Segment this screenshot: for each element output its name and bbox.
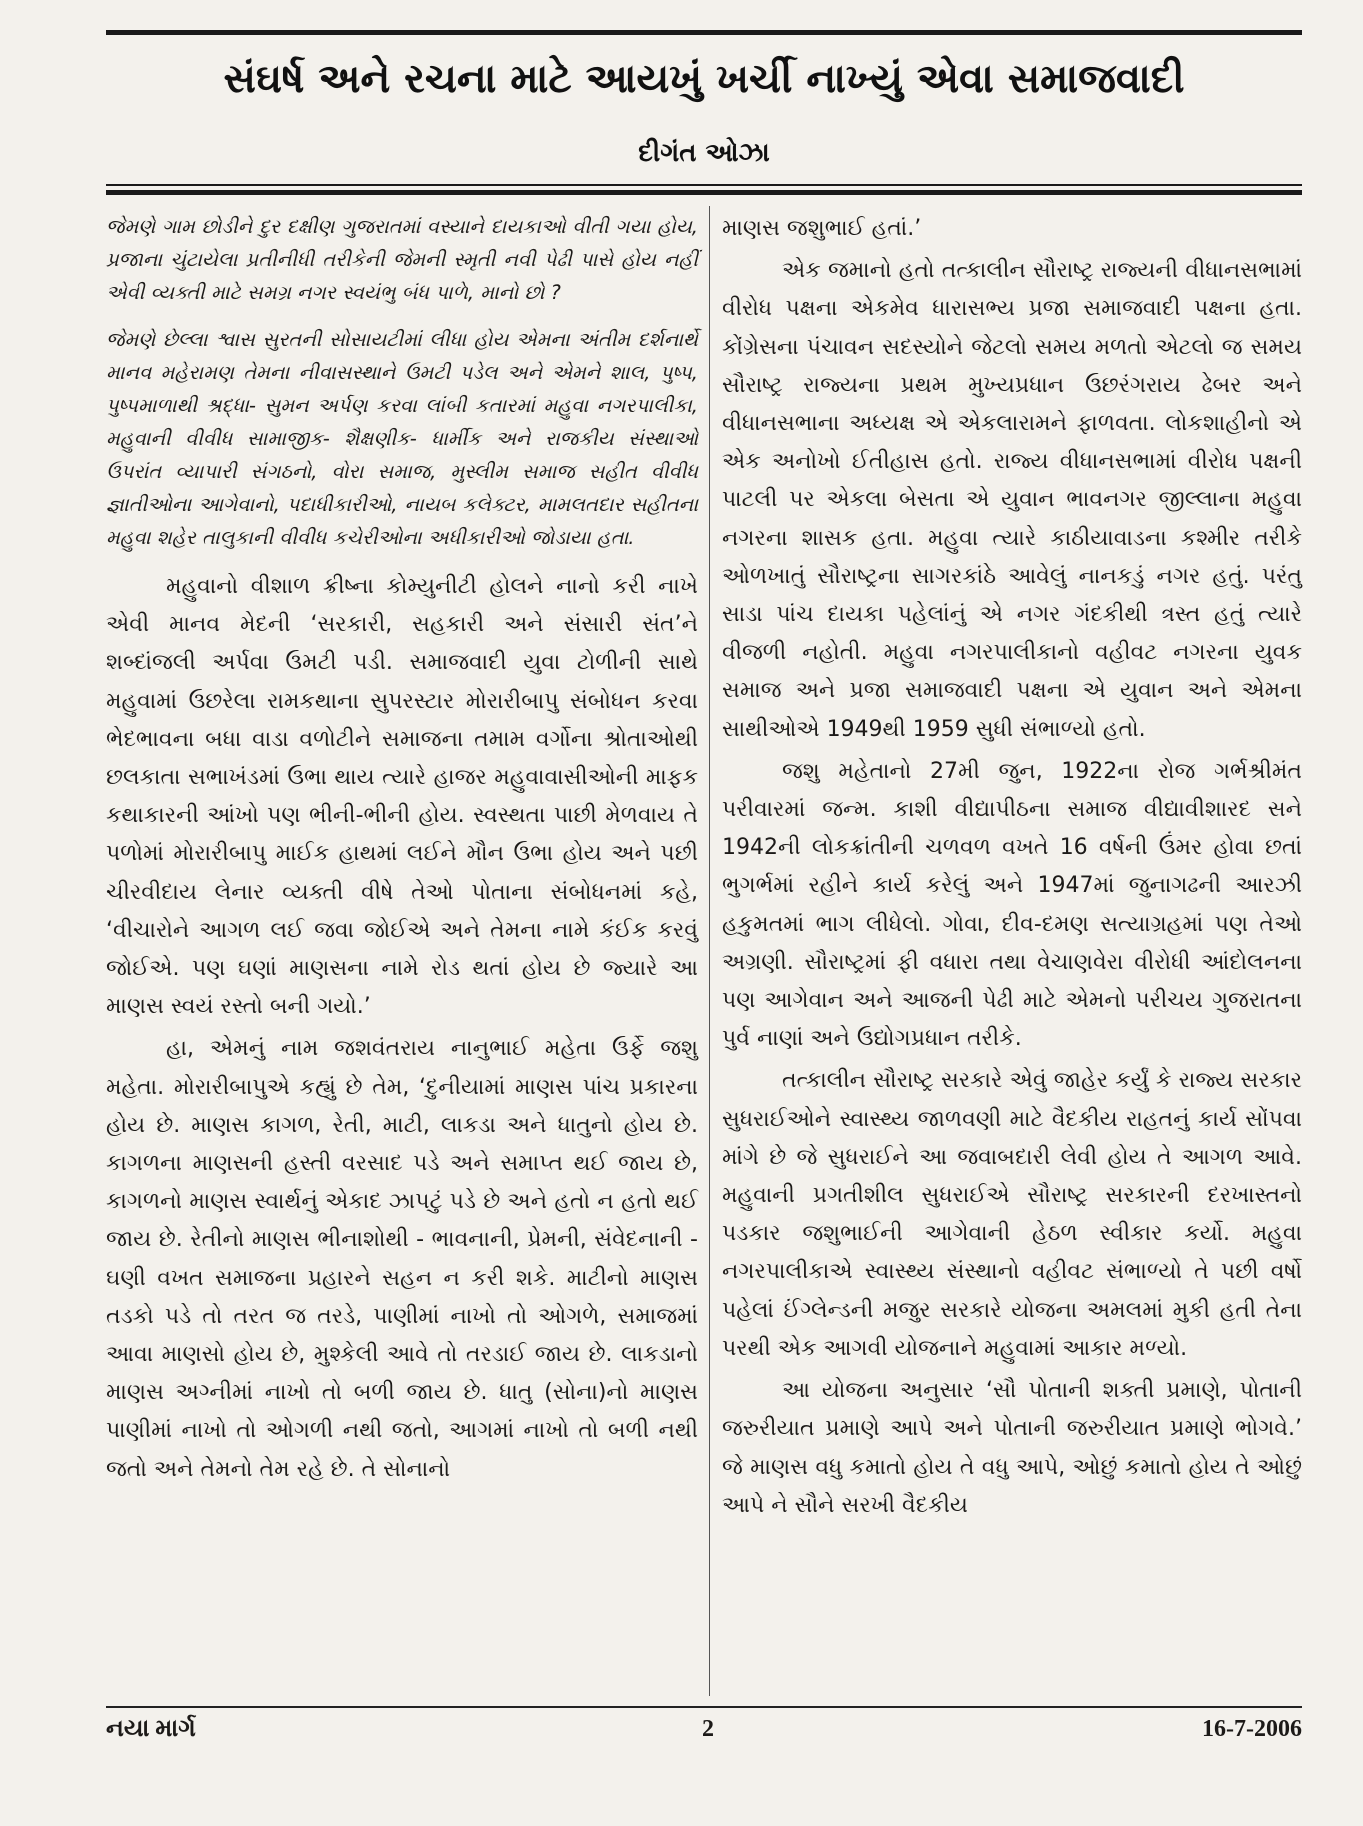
intro-section (106, 210, 698, 554)
page-number: 2 (702, 1716, 714, 1742)
article-title: સંઘર્ષ અને રચના માટે આયખું ખર્ચી નાખ્યું એવા સમાજવાદી (223, 56, 1185, 102)
body-paragraph: એક જમાનો હતો તત્કાલીન સૌરાષ્ટ્ર રાજ્યની વીધાનસભામાં વીરોધ પક્ષના એકમેવ ધારાસભ્ય પ્રજા સમાજવાદી પક્ષના હતા. કોંગ્રેસના પંચાવન સદસ્યોને જેટલો સમય મળતો એટલો જ સમય સૌરાષ્ટ્ર રાજ્યના પ્રથમ મુખ્યપ્રધાન ઉછરંગરાય ઢેબર અને વીધાનસભાના અધ્યક્ષ એ એકલારામને ફાળવતા. લોકશાહીનો એ એક અનોખો ઈતીહાસ હતો. રાજ્ય વીધાનસભામાં વીરોધ પક્ષની પાટલી પર એકલા બેસતા એ યુવાન ભાવનગર જીલ્લાના મહુવા નગરના શાસક હતા. મહુવા ત્યારે કાઠીયાવાડના કશ્મીર તરીકે ઓળખાતું સૌરાષ્ટ્રના સાગરકાંઠે આવેલું નાનકડું નગર હતું. પરંતુ સાડા પાંચ દાયકા પહેલાંનું એ નગર ગંદકીથી ત્રસ્ત હતું ત્યારે વીજળી નહોતી. મહુવા નગરપાલીકાનો વહીવટ નગરના યુવક સમાજ અને પ્રજા સમાજવાદી પક્ષના એ યુવાન અને એમના સાથીઓએ 1949થી 1959 સુધી સંભાળ્યો હતો. (722, 258, 1302, 742)
top-rule (106, 30, 1302, 35)
body-paragraph: માણસ જશુભાઈ હતાં.’ (722, 216, 922, 241)
intro-paragraph: જેમણે છેલ્લા શ્વાસ સુરતની સોસાયટીમાં લીધા હોય એમના અંતીમ દર્શનાર્થે માનવ મહેરામણ તેમના નીવાસસ્થાને ઉમટી પડેલ અને એમને શાલ, પુષ્પ, પુષ્પમાળાથી શ્રદ્ધા- સુમન અર્પણ કરવા લાંબી કતારમાં મહુવા નગરપાલીકા, મહુવાની વીવીધ સામાજીક- શૈક્ષણીક- ધાર્મીક અને રાજકીય સંસ્થાઓ ઉપરાંત વ્યાપારી સંગઠનો, વોરા સમાજ, મુસ્લીમ સમાજ સહીત વીવીધ જ્ઞાતીઓના આગેવાનો, પદાધીકારીઓ, નાયબ કલેક્ટર, મામલતદાર સહીતના મહુવા શહેર તાલુકાની વીવીધ કચેરીઓના અધીકારીઓ જોડાયા હતા. (106, 328, 698, 549)
article-author: દીગંત ઓઝા (638, 138, 770, 168)
header-rule-thick (106, 190, 1302, 195)
intro-paragraph: જેમણે ગામ છોડીને દુર દક્ષીણ ગુજરાતમાં વસ્યાને દાયકાઓ વીતી ગયા હોય, પ્રજાના ચુંટાયેલા પ્રતીનીધી તરીકેની જેમની સ્મૃતી નવી પેઢી પાસે હોય નહીં એવી વ્યક્તી માટે સમગ્ર નગર સ્વયંભુ બંધ પાળે, માનો છો ? (106, 215, 698, 304)
right-column (722, 210, 1302, 1529)
body-paragraph: મહુવાનો વીશાળ ક્રીષ્ના કોમ્યુનીટી હોલને નાનો કરી નાખે એવી માનવ મેદની ‘સરકારી, સહકારી અને સંસારી સંત’ને શબ્દાંજલી અર્પવા ઉમટી પડી. સમાજવાદી યુવા ટોળીની સાથે મહુવામાં ઉછરેલા રામકથાના સુપરસ્ટાર મોરારીબાપુ સંબોધન કરવા ભેદભાવના બધા વાડા વળોટીને સમાજના તમામ વર્ગોના શ્રોતાઓથી છલકાતા સભાખંડમાં ઉભા થાય ત્યારે હાજર મહુવાવાસીઓની માફક કથાકારની આંખો પણ ભીની-ભીની હોય. સ્વસ્થતા પાછી મેળવાય તે પળોમાં મોરારીબાપુ માઈક હાથમાં લઈને મૌન ઉભા હોય અને પછી ચીરવીદાય લેનાર વ્યક્તી વીષે તેઓ પોતાના સંબોધનમાં કહે, ‘વીચારોને આગળ લઈ જવા જોઈએ અને તેમના નામે કંઈક કરવું જોઈએ. પણ ઘણાં માણસના નામે રોડ થતાં હોય છે જ્યારે આ માણસ સ્વયં રસ્તો બની ગયો.’ (106, 574, 698, 1020)
body-paragraph: આ યોજના અનુસાર ‘સૌ પોતાની શક્તી પ્રમાણે, પોતાની જરુરીયાત પ્રમાણે આપે અને પોતાની જરુરીયાત પ્રમાણે ભોગવે.’ જે માણસ વધુ કમાતો હોય તે વધુ આપે, ઓછું કમાતો હોય તે ઓછું આપે ને સૌને સરખી વૈદકીય (722, 1378, 1302, 1518)
left-body (106, 568, 698, 1489)
right-body (722, 210, 1302, 1525)
page-footer (106, 1710, 1302, 1750)
body-paragraph: હા, એમનું નામ જશવંતરાય નાનુભાઈ મહેતા ઉર્ફે જશુ મહેતા. મોરારીબાપુએ કહ્યું છે તેમ, ‘દુનીયામાં માણસ પાંચ પ્રકારના હોય છે. માણસ કાગળ, રેતી, માટી, લાકડા અને ધાતુનો હોય છે. કાગળના માણસની હસ્તી વરસાદ પડે અને સમાપ્ત થઈ જાય છે, કાગળનો માણસ સ્વાર્થનું એકાદ ઝાપટું પડે છે અને હતો ન હતો થઈ જાય છે. રેતીનો માણસ ભીનાશોથી - ભાવનાની, પ્રેમની, સંવેદનાની - ઘણી વખત સમાજના પ્રહારને સહન ન કરી શકે. માટીનો માણસ તડકો પડે તો તરત જ તરડે, પાણીમાં નાખો તો ઓગળે, સમાજમાં આવા માણસો હોય છે, મુશ્કેલી આવે તો તરડાઈ જાય છે. લાકડાનો માણસ અગ્નીમાં નાખો તો બળી જાય છે. ધાતુ (સોના)નો માણસ પાણીમાં નાખો તો ઓગળી નથી જતો, આગમાં નાખો તો બળી નથી જતો અને તેમનો તેમ રહે છે. તે સોનાનો (106, 1036, 698, 1482)
footer-rule (106, 1706, 1302, 1708)
body-paragraph: જશુ મહેતાનો 27મી જુન, 1922ના રોજ ગર્ભશ્રીમંત પરીવારમાં જન્મ. કાશી વીદ્યાપીઠના સમાજ વીદ્યાવીશારદ સને 1942ની લોકક્રાંતીની ચળવળ વખતે 16 વર્ષની ઉંમર હોવા છતાં ભુગર્ભમાં રહીને કાર્ય કરેલું અને 1947માં જુનાગઢની આરઝી હકુમતમાં ભાગ લીધેલો. ગોવા, દીવ-દમણ સત્યાગ્રહમાં પણ તેઓ અગ્રણી. સૌરાષ્ટ્રમાં ફી વધારા તથા વેચાણવેરા વીરોધી આંદોલનના પણ આગેવાન અને આજની પેઢી માટે એમનો પરીચય ગુજરાતના પુર્વ નાણાં અને ઉદ્યોગપ્રધાન તરીકે. (722, 758, 1302, 1052)
column-divider (709, 206, 710, 1696)
header-rule-thin (106, 184, 1302, 186)
publication-name: નયા માર્ગ (106, 1716, 196, 1742)
left-column (106, 210, 698, 1493)
body-paragraph: તત્કાલીન સૌરાષ્ટ્ર સરકારે એવું જાહેર કર્યું કે રાજ્ય સરકાર સુધરાઈઓને સ્વાસ્થ્ય જાળવણી માટે વૈદકીય રાહતનું કાર્ય સોંપવા માંગે છે જે સુધરાઈને આ જવાબદારી લેવી હોય તે આગળ આવે. મહુવાની પ્રગતીશીલ સુધરાઈએ સૌરાષ્ટ્ર સરકારની દરખાસ્તનો પડકાર જશુભાઈની આગેવાની હેઠળ સ્વીકાર કર્યો. મહુવા નગરપાલીકાએ સ્વાસ્થ્ય સંસ્થાનો વહીવટ સંભાળ્યો તે પછી વર્ષો પહેલાં ઈંગ્લેન્ડની મજુર સરકારે યોજના અમલમાં મુકી હતી તેના પરથી એક આગવી યોજનાને મહુવામાં આકાર મળ્યો. (722, 1068, 1302, 1361)
issue-date: 16-7-2006 (1202, 1716, 1302, 1742)
